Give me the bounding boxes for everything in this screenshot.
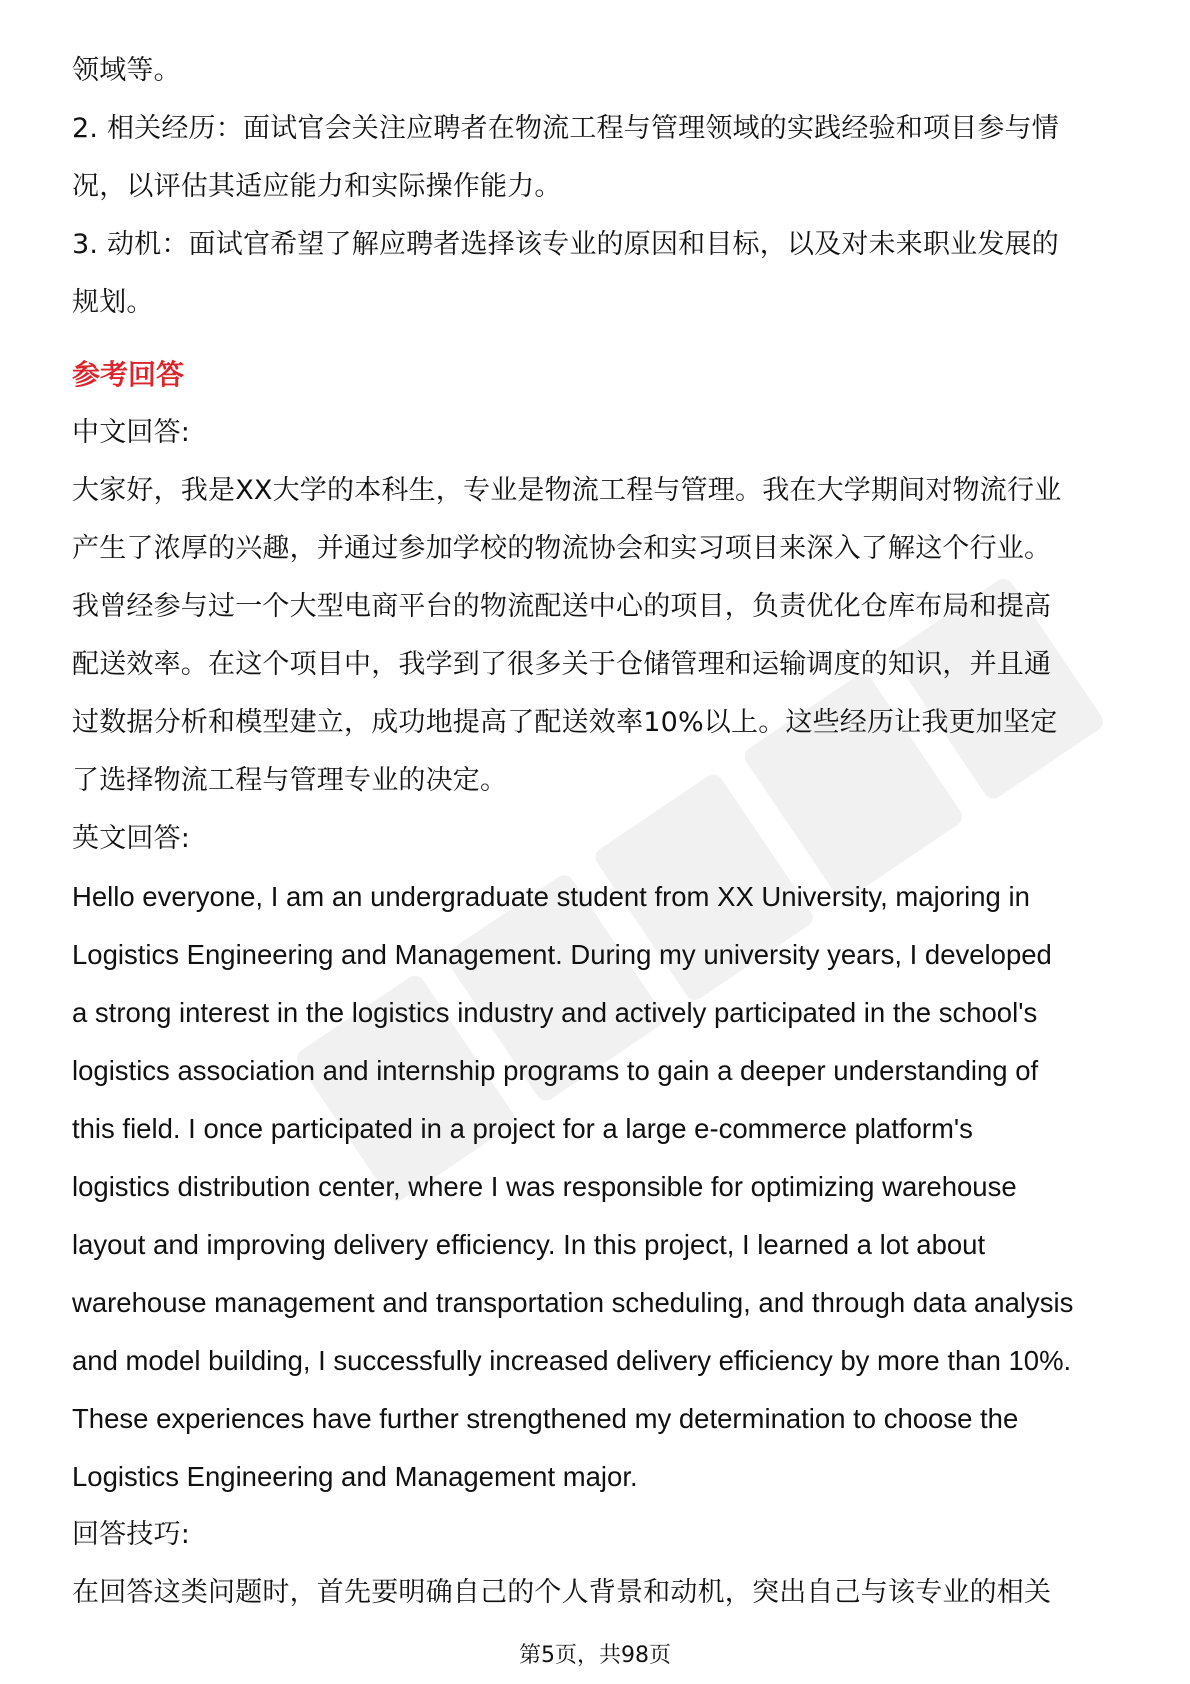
chinese-answer-line: 产生了浓厚的兴趣，并通过参加学校的物流协会和实习项目来深入了解这个行业。 xyxy=(72,533,1052,564)
document-page xyxy=(72,42,1132,1622)
english-answer xyxy=(72,810,1132,1506)
chinese-answer-label: 中文回答: xyxy=(72,417,191,448)
english-answer-line: Logistics Engineering and Management. During my university years, I developed xyxy=(72,939,1052,970)
chinese-answer-line: 了选择物流工程与管理专业的决定。 xyxy=(72,765,508,796)
english-answer-line: logistics association and internship programs to gain a deeper understanding of xyxy=(72,1055,1039,1086)
english-answer-line: warehouse management and transportation scheduling, and through data analysis xyxy=(72,1287,1074,1318)
intro-line: 3. 动机：面试官希望了解应聘者选择该专业的原因和目标，以及对未来职业发展的 xyxy=(72,229,1059,260)
chinese-answer xyxy=(72,404,1132,810)
intro-line: 领域等。 xyxy=(72,55,181,86)
intro-line: 规划。 xyxy=(72,287,154,318)
chinese-answer-line: 我曾经参与过一个大型电商平台的物流配送中心的项目，负责优化仓库布局和提高 xyxy=(72,591,1052,622)
english-answer-line: logistics distribution center, where I was responsible for optimizing warehouse xyxy=(72,1171,1017,1202)
intro-section xyxy=(72,42,1132,332)
tips-line: 在回答这类问题时，首先要明确自己的个人背景和动机，突出自己与该专业的相关 xyxy=(72,1577,1052,1608)
english-answer-line: layout and improving delivery efficiency. In this project, I learned a lot about xyxy=(72,1229,986,1260)
chinese-answer-line: 配送效率。在这个项目中，我学到了很多关于仓储管理和运输调度的知识，并且通 xyxy=(72,649,1052,680)
intro-line: 况，以评估其适应能力和实际操作能力。 xyxy=(72,171,562,202)
english-answer-line: and model building, I successfully increased delivery efficiency by more than 10%. xyxy=(72,1345,1072,1376)
section-title: 参考回答 xyxy=(72,358,185,391)
english-answer-line: Logistics Engineering and Management major. xyxy=(72,1461,638,1492)
english-answer-line: a strong interest in the logistics industry and actively participated in the school's xyxy=(72,997,1038,1028)
tips-section xyxy=(72,1506,1132,1622)
chinese-answer-line: 大家好，我是XX大学的本科生，专业是物流工程与管理。我在大学期间对物流行业 xyxy=(72,475,1062,506)
chinese-answer-line: 过数据分析和模型建立，成功地提高了配送效率10%以上。这些经历让我更加坚定 xyxy=(72,707,1058,738)
intro-line: 2. 相关经历：面试官会关注应聘者在物流工程与管理领域的实践经验和项目参与情 xyxy=(72,113,1059,144)
english-answer-line: These experiences have further strengthened my determination to choose the xyxy=(72,1403,1019,1434)
english-answer-line: this field. I once participated in a project for a large e-commerce platform's xyxy=(72,1113,973,1144)
english-answer-label: 英文回答: xyxy=(72,823,191,854)
english-answer-line: Hello everyone, I am an undergraduate student from XX University, majoring in xyxy=(72,881,1030,912)
tips-label: 回答技巧: xyxy=(72,1519,191,1550)
page-footer: 第5页，共98页 xyxy=(519,1643,671,1668)
